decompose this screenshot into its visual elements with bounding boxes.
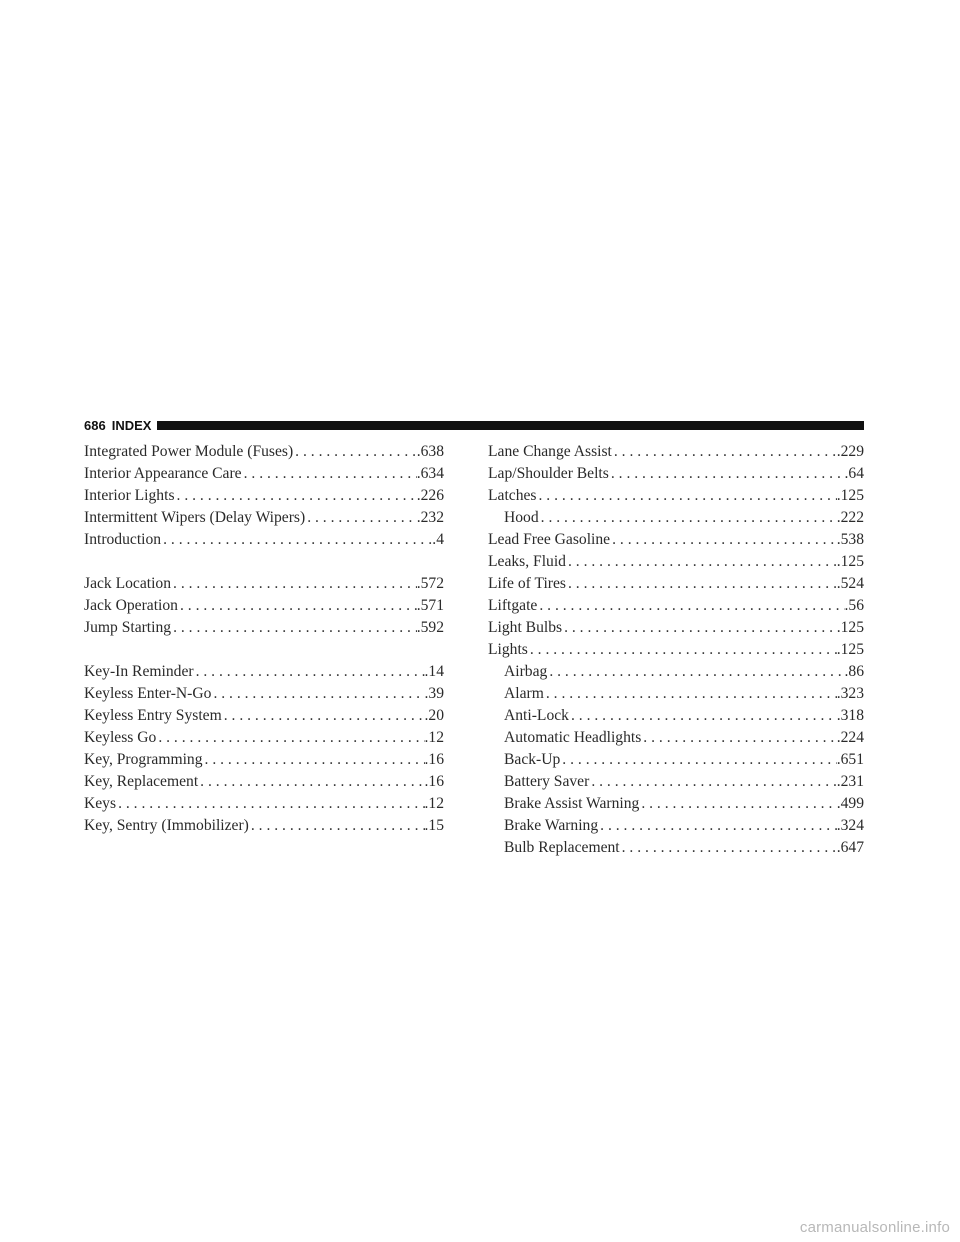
entry-page-number: .571: [416, 597, 444, 614]
index-subentry: [488, 749, 864, 771]
entry-page-number: .64: [844, 465, 864, 482]
dot-leader: [539, 507, 837, 529]
index-entry: [84, 573, 444, 595]
dot-leader: [598, 815, 837, 837]
dot-leader: [609, 463, 845, 485]
entry-term: Lap/Shoulder Belts: [488, 465, 609, 482]
dot-leader: [566, 551, 837, 573]
index-subentry: [488, 507, 864, 529]
entry-term: Interior Lights: [84, 487, 175, 504]
entry-page-number: .634: [416, 465, 444, 482]
entry-page-number: .572: [416, 575, 444, 592]
entry-page-number: .56: [844, 597, 864, 614]
entry-term: Keyless Entry System: [84, 707, 222, 724]
entry-page-number: .231: [836, 773, 864, 790]
entry-term: Brake Warning: [504, 817, 599, 834]
entry-page-number: .12: [424, 795, 444, 812]
dot-leader: [242, 463, 417, 485]
entry-term: Anti-Lock: [504, 707, 569, 724]
dot-leader: [211, 683, 424, 705]
dot-leader: [161, 529, 432, 551]
entry-term: Jack Operation: [84, 597, 178, 614]
entry-page-number: .86: [844, 663, 864, 680]
index-entry: [84, 463, 444, 485]
entry-page-number: .323: [836, 685, 864, 702]
index-entry: [488, 573, 864, 595]
dot-leader: [537, 485, 837, 507]
dot-leader: [537, 595, 844, 617]
entry-term: Hood: [504, 509, 539, 526]
entry-term: Leaks, Fluid: [488, 553, 566, 570]
entry-term: Key-In Reminder: [84, 663, 194, 680]
dot-leader: [544, 683, 837, 705]
entry-page-number: .125: [836, 641, 864, 658]
entry-term: Key, Sentry (Immobilizer): [84, 817, 249, 834]
dot-leader: [305, 507, 417, 529]
index-entry: [84, 815, 444, 837]
entry-page-number: .499: [836, 795, 864, 812]
entry-term: Lane Change Assist: [488, 443, 612, 460]
entry-page-number: .125: [836, 619, 864, 636]
entry-term: Back-Up: [504, 751, 561, 768]
entry-page-number: .16: [424, 773, 444, 790]
dot-leader: [178, 595, 417, 617]
entry-page-number: .524: [836, 575, 864, 592]
section-title: INDEX: [111, 418, 152, 433]
dot-leader: [620, 837, 837, 859]
dot-leader: [547, 661, 844, 683]
index-subentry: [488, 727, 864, 749]
dot-leader: [198, 771, 424, 793]
entry-page-number: .16: [424, 751, 444, 768]
dot-leader: [589, 771, 836, 793]
entry-term: Keyless Go: [84, 729, 157, 746]
index-entry: [488, 639, 864, 661]
entry-term: Light Bulbs: [488, 619, 563, 636]
entry-page-number: .226: [416, 487, 444, 504]
index-entry: [488, 441, 864, 463]
index-entry: [84, 705, 444, 727]
dot-leader: [569, 705, 837, 727]
page-number: 686: [84, 418, 106, 433]
dot-leader: [171, 617, 417, 639]
index-entry: [488, 551, 864, 573]
dot-leader: [562, 617, 837, 639]
entry-term: Brake Assist Warning: [504, 795, 640, 812]
entry-term: Key, Replacement: [84, 773, 199, 790]
dot-leader: [293, 441, 417, 463]
index-entry: [488, 463, 864, 485]
entry-term: Life of Tires: [488, 575, 566, 592]
entry-page-number: .14: [424, 663, 444, 680]
entry-page-number: .538: [836, 531, 864, 548]
entry-page-number: .20: [424, 707, 444, 724]
dot-leader: [528, 639, 837, 661]
header-rule: [157, 421, 864, 430]
index-subentry: [488, 705, 864, 727]
entry-page-number: .592: [416, 619, 444, 636]
index-entry: [84, 507, 444, 529]
entry-term: Lights: [488, 641, 528, 658]
entry-page-number: .222: [836, 509, 864, 526]
entry-term: Battery Saver: [504, 773, 590, 790]
entry-page-number: .125: [836, 553, 864, 570]
index-entry: [84, 617, 444, 639]
entry-term: Key, Programming: [84, 751, 203, 768]
entry-term: Integrated Power Module (Fuses): [84, 443, 294, 460]
index-entry: [488, 617, 864, 639]
index-subentry: [488, 771, 864, 793]
index-entry: [84, 595, 444, 617]
entry-term: Automatic Headlights: [504, 729, 642, 746]
entry-page-number: .647: [836, 839, 864, 856]
index-entry: [488, 485, 864, 507]
watermark: carmanualsonline.info: [799, 1219, 950, 1236]
entry-term: Lead Free Gasoline: [488, 531, 611, 548]
entry-page-number: .224: [836, 729, 864, 746]
entry-page-number: .39: [424, 685, 444, 702]
entry-term: Introduction: [84, 531, 162, 548]
index-subentry: [488, 793, 864, 815]
entry-page-number: .125: [836, 487, 864, 504]
index-entry: [84, 793, 444, 815]
entry-page-number: .324: [836, 817, 864, 834]
entry-page-number: .12: [424, 729, 444, 746]
dot-leader: [171, 573, 417, 595]
page-header: [84, 417, 864, 434]
dot-leader: [116, 793, 424, 815]
entry-term: Interior Appearance Care: [84, 465, 242, 482]
dot-leader: [641, 727, 836, 749]
entry-term: Liftgate: [488, 597, 538, 614]
dot-leader: [560, 749, 836, 771]
entry-page-number: .638: [416, 443, 444, 460]
index-subentry: [488, 683, 864, 705]
dot-leader: [194, 661, 425, 683]
index-subentry: [488, 661, 864, 683]
dot-leader: [566, 573, 837, 595]
entry-page-number: .4: [432, 531, 444, 548]
entry-page-number: .15: [424, 817, 444, 834]
index-entry: [84, 529, 444, 551]
dot-leader: [639, 793, 836, 815]
entry-page-number: .232: [416, 509, 444, 526]
index-entry: [84, 441, 444, 463]
dot-leader: [610, 529, 837, 551]
index-column-left: [84, 441, 444, 837]
dot-leader: [612, 441, 837, 463]
entry-term: Jack Location: [84, 575, 172, 592]
entry-page-number: .318: [836, 707, 864, 724]
index-entry: [84, 771, 444, 793]
entry-term: Bulb Replacement: [504, 839, 620, 856]
dot-leader: [249, 815, 425, 837]
entry-term: Alarm: [504, 685, 544, 702]
index-entry: [84, 683, 444, 705]
index-entry: [84, 661, 444, 683]
index-entry: [488, 529, 864, 551]
dot-leader: [222, 705, 425, 727]
entry-term: Jump Starting: [84, 619, 172, 636]
entry-term: Latches: [488, 487, 537, 504]
index-subentry: [488, 837, 864, 859]
index-subentry: [488, 815, 864, 837]
dot-leader: [175, 485, 417, 507]
index-entry: [488, 595, 864, 617]
entry-term: Intermittent Wipers (Delay Wipers): [84, 509, 306, 526]
entry-page-number: .229: [836, 443, 864, 460]
entry-page-number: .651: [836, 751, 864, 768]
index-entry: [84, 485, 444, 507]
dot-leader: [203, 749, 425, 771]
index-column-right: [488, 441, 864, 859]
entry-term: Airbag: [504, 663, 548, 680]
entry-term: Keys: [84, 795, 117, 812]
entry-term: Keyless Enter-N-Go: [84, 685, 212, 702]
dot-leader: [156, 727, 424, 749]
index-entry: [84, 727, 444, 749]
index-entry: [84, 749, 444, 771]
